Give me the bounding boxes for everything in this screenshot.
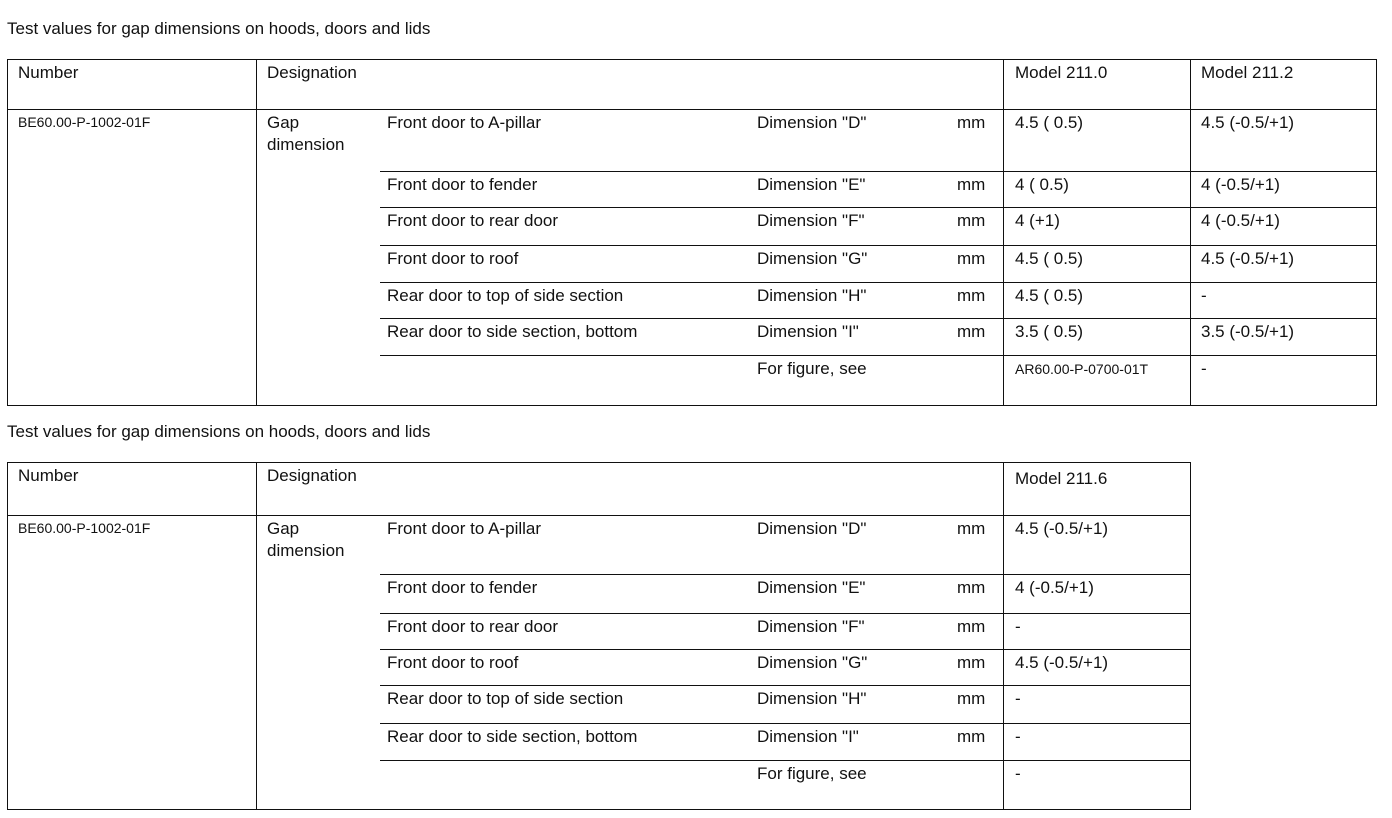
row-unit: mm bbox=[957, 617, 986, 636]
row-unit: mm bbox=[957, 249, 986, 268]
row-item: Front door to fender bbox=[387, 175, 538, 194]
row-item: Rear door to top of side section bbox=[387, 286, 624, 305]
row-value: - bbox=[1015, 727, 1021, 746]
figure-reference: AR60.00-P-0700-01T bbox=[1015, 361, 1149, 377]
row-value: 4 (-0.5/+1) bbox=[1015, 578, 1094, 597]
row-dimension: Dimension "I" bbox=[757, 322, 859, 341]
table-rule bbox=[380, 171, 1376, 172]
header-designation: Designation bbox=[267, 63, 357, 82]
row-dimension: Dimension "I" bbox=[757, 727, 859, 746]
row-value: 4 ( 0.5) bbox=[1015, 175, 1069, 194]
row-item: Front door to A-pillar bbox=[387, 113, 542, 132]
part-number: BE60.00-P-1002-01F bbox=[18, 114, 151, 130]
row-value: 4.5 (-0.5/+1) bbox=[1015, 653, 1109, 672]
table-caption: Test values for gap dimensions on hoods, doors and lids bbox=[7, 422, 431, 441]
row-unit: mm bbox=[957, 211, 986, 230]
row-item: Rear door to side section, bottom bbox=[387, 727, 638, 746]
row-dimension: Dimension "D" bbox=[757, 519, 867, 538]
row-value: 4.5 (-0.5/+1) bbox=[1201, 113, 1295, 132]
row-value: 4.5 ( 0.5) bbox=[1015, 286, 1084, 305]
row-dimension: Dimension "E" bbox=[757, 578, 866, 597]
header-designation: Designation bbox=[267, 466, 357, 485]
table-rule bbox=[256, 462, 257, 810]
row-unit: mm bbox=[957, 578, 986, 597]
row-dimension: Dimension "H" bbox=[757, 286, 867, 305]
row-value: 4.5 ( 0.5) bbox=[1015, 113, 1084, 132]
table-rule bbox=[7, 462, 8, 810]
table-rule bbox=[256, 59, 257, 406]
row-item: Front door to rear door bbox=[387, 211, 559, 230]
row-value: 4 (+1) bbox=[1015, 211, 1060, 230]
table-rule bbox=[380, 207, 1376, 208]
header-number: Number bbox=[18, 466, 79, 485]
table-rule bbox=[380, 245, 1376, 246]
row-unit: mm bbox=[957, 113, 986, 132]
row-dimension: Dimension "H" bbox=[757, 689, 867, 708]
row-dimension: Dimension "F" bbox=[757, 617, 865, 636]
table-rule bbox=[7, 109, 1376, 110]
header-model: Model 211.0 bbox=[1015, 63, 1108, 82]
group-label: Gap dimension bbox=[267, 519, 345, 560]
row-value: - bbox=[1201, 286, 1207, 305]
row-value: 3.5 (-0.5/+1) bbox=[1201, 322, 1295, 341]
row-unit: mm bbox=[957, 519, 986, 538]
row-item: Rear door to top of side section bbox=[387, 689, 624, 708]
row-dimension: Dimension "E" bbox=[757, 175, 866, 194]
header-model: Model 211.2 bbox=[1201, 63, 1294, 82]
row-unit: mm bbox=[957, 727, 986, 746]
row-item: Front door to rear door bbox=[387, 617, 559, 636]
table-rule bbox=[1003, 462, 1004, 810]
row-unit: mm bbox=[957, 175, 986, 194]
row-item: Front door to roof bbox=[387, 249, 519, 268]
table-rule bbox=[380, 649, 1190, 650]
row-value: 4 (-0.5/+1) bbox=[1201, 175, 1280, 194]
table-rule bbox=[380, 723, 1190, 724]
table-rule bbox=[1190, 462, 1191, 810]
part-number: BE60.00-P-1002-01F bbox=[18, 520, 151, 536]
table-rule bbox=[380, 613, 1190, 614]
figure-reference: - bbox=[1201, 359, 1207, 378]
figure-reference: - bbox=[1015, 764, 1021, 783]
figure-label: For figure, see bbox=[757, 359, 867, 378]
row-value: - bbox=[1015, 689, 1021, 708]
row-item: Front door to roof bbox=[387, 653, 519, 672]
table-rule bbox=[7, 515, 1190, 516]
group-label: Gap dimension bbox=[267, 113, 345, 154]
header-model: Model 211.6 bbox=[1015, 469, 1108, 488]
header-number: Number bbox=[18, 63, 79, 82]
row-item: Front door to A-pillar bbox=[387, 519, 542, 538]
table-rule bbox=[380, 355, 1376, 356]
row-value: 4.5 (-0.5/+1) bbox=[1015, 519, 1109, 538]
table-rule bbox=[1376, 59, 1377, 406]
row-unit: mm bbox=[957, 653, 986, 672]
table-rule bbox=[380, 574, 1190, 575]
table-caption: Test values for gap dimensions on hoods, doors and lids bbox=[7, 19, 431, 38]
table-rule bbox=[7, 809, 1190, 810]
row-unit: mm bbox=[957, 689, 986, 708]
table-rule bbox=[380, 685, 1190, 686]
row-dimension: Dimension "G" bbox=[757, 653, 868, 672]
row-unit: mm bbox=[957, 286, 986, 305]
row-value: 4.5 (-0.5/+1) bbox=[1201, 249, 1295, 268]
table-rule bbox=[380, 760, 1190, 761]
table-rule bbox=[7, 59, 8, 406]
row-unit: mm bbox=[957, 322, 986, 341]
table-rule bbox=[7, 462, 1190, 463]
row-value: 4.5 ( 0.5) bbox=[1015, 249, 1084, 268]
row-value: 4 (-0.5/+1) bbox=[1201, 211, 1280, 230]
row-item: Rear door to side section, bottom bbox=[387, 322, 638, 341]
row-dimension: Dimension "D" bbox=[757, 113, 867, 132]
row-item: Front door to fender bbox=[387, 578, 538, 597]
row-value: - bbox=[1015, 617, 1021, 636]
row-dimension: Dimension "G" bbox=[757, 249, 868, 268]
row-value: 3.5 ( 0.5) bbox=[1015, 322, 1084, 341]
table-rule bbox=[7, 59, 1376, 60]
figure-label: For figure, see bbox=[757, 764, 867, 783]
row-dimension: Dimension "F" bbox=[757, 211, 865, 230]
table-rule bbox=[380, 282, 1376, 283]
table-rule bbox=[1190, 59, 1191, 406]
table-rule bbox=[1003, 59, 1004, 406]
table-rule bbox=[380, 318, 1376, 319]
table-rule bbox=[7, 405, 1376, 406]
